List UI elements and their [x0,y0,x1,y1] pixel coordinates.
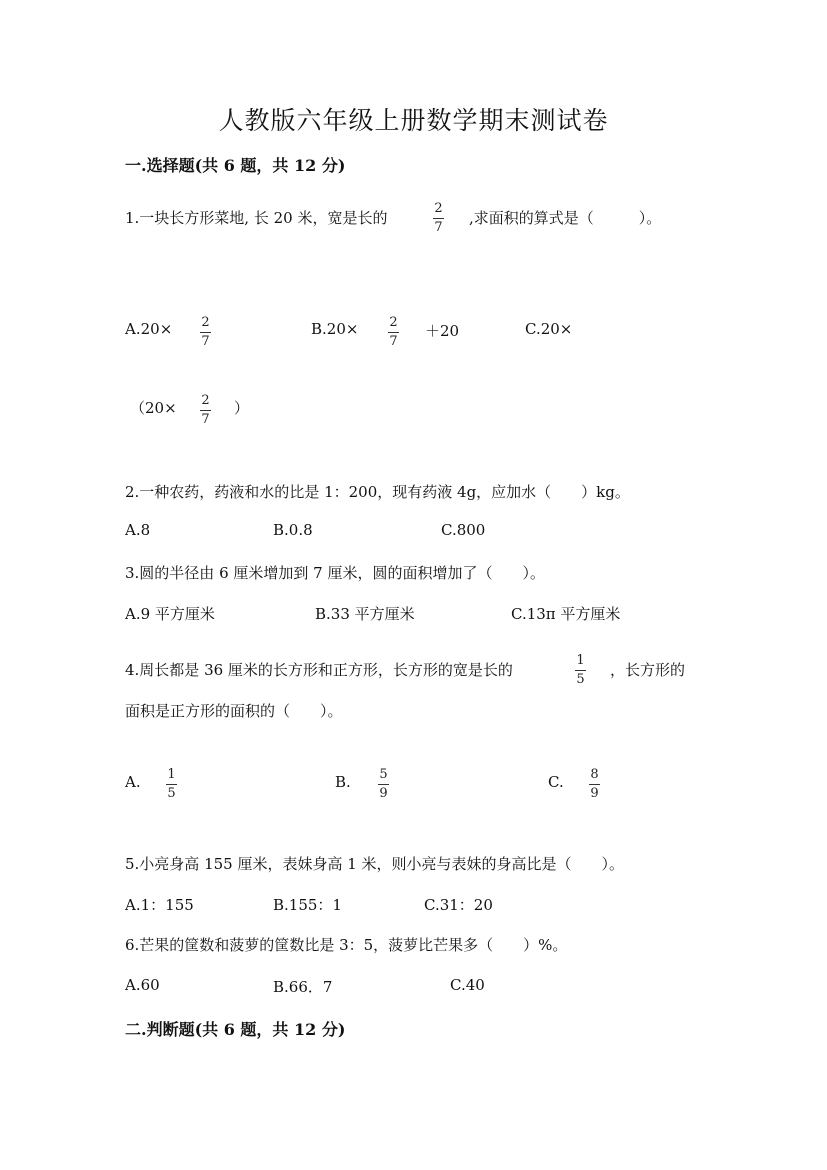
question-6-option-a: A.60 [125,976,160,994]
question-1-option-c: C.20× [525,320,573,338]
question-4-text-start: 4.周长都是 36 厘米的长方形和正方形，长方形的宽是长的 [125,661,513,679]
fraction-numerator: 8 [590,767,599,782]
question-6-text: 6.芒果的筐数和菠萝的筐数比是 3：5，菠萝比芒果多（ ）%。 [125,936,568,954]
question-6-option-c: C.40 [450,976,485,994]
fraction-denominator: 5 [167,786,176,801]
question-3-option-a: A.9 平方厘米 [125,605,215,623]
fraction-numerator: 1 [576,653,585,668]
question-1-option-b-suffix: ＋20 [425,322,460,340]
section-heading-judgement: 二.判断题(共 6 题，共 12 分) [125,1020,346,1039]
question-5-option-b: B.155：1 [273,896,342,914]
question-5-text: 5.小亮身高 155 厘米，表妹身高 1 米，则小亮与表妹的身高比是（ ）。 [125,855,625,873]
fraction-denominator: 7 [434,220,443,235]
question-4-option-a-fraction [166,768,177,801]
question-2-option-a: A.8 [125,521,151,539]
question-4-text-line2: 面积是正方形的面积的（ ）。 [125,702,343,720]
question-4-text-end: ，长方形的 [610,661,686,679]
question-2-option-b: B.0.8 [273,521,313,539]
question-3-option-c: C.13π 平方厘米 [511,605,621,623]
question-2-text: 2.一种农药，药液和水的比是 1：200，现有药液 4g，应加水（ ）kg。 [125,483,630,501]
question-4-option-c-fraction [589,768,600,801]
question-4-option-b-fraction [378,768,389,801]
question-5-option-a: A.1：155 [125,896,194,914]
question-4-fraction [575,654,586,687]
question-4-option-a: A. [125,773,141,791]
question-2-option-c: C.800 [441,521,486,539]
question-1-option-c-close: ） [234,399,250,417]
fraction-denominator: 7 [201,334,210,349]
fraction-numerator: 2 [201,393,210,408]
question-1-option-b: B.20× [311,320,359,338]
question-1-option-a: A.20× [125,320,173,338]
question-1-option-c-fraction [200,394,211,427]
question-6-option-b: B.66．7 [273,978,333,996]
question-4-option-b: B. [335,773,351,791]
question-3-text: 3.圆的半径由 6 厘米增加到 7 厘米，圆的面积增加了（ ）。 [125,564,545,582]
fraction-denominator: 5 [576,672,585,687]
fraction-denominator: 9 [379,786,388,801]
question-1-option-b-fraction [388,316,399,349]
question-1-fraction [433,202,444,235]
question-4-option-c: C. [548,773,564,791]
question-1-text-start: 1.一块长方形菜地, 长 20 米，宽是长的 [125,209,388,227]
fraction-numerator: 2 [201,315,210,330]
fraction-denominator: 7 [389,334,398,349]
fraction-numerator: 2 [389,315,398,330]
section-heading-choice: 一.选择题(共 6 题，共 12 分) [125,156,346,175]
page-title: 人教版六年级上册数学期末测试卷 [218,106,609,135]
fraction-numerator: 5 [379,767,388,782]
fraction-numerator: 1 [167,767,176,782]
question-1-text-end: ,求面积的算式是（ ）。 [469,209,662,227]
fraction-denominator: 7 [201,412,210,427]
fraction-denominator: 9 [590,786,599,801]
question-3-option-b: B.33 平方厘米 [315,605,415,623]
fraction-numerator: 2 [434,201,443,216]
question-5-option-c: C.31：20 [424,896,493,914]
question-1-option-a-fraction [200,316,211,349]
question-1-option-c-continued: （20× [130,399,177,417]
